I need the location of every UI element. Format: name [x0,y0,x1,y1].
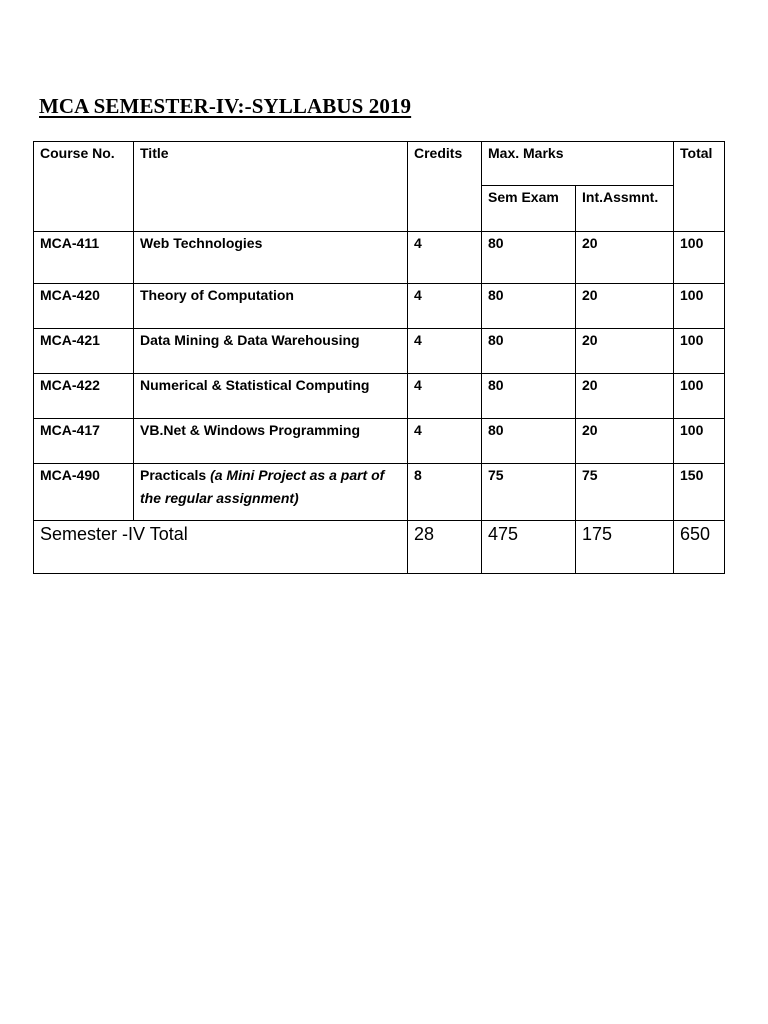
int-assmnt-cell: 20 [576,374,674,419]
int-assmnt-cell: 20 [576,329,674,374]
header-total: Total [674,142,725,232]
credits-cell: 8 [408,464,482,521]
sem-exam-cell: 80 [482,329,576,374]
header-max-marks: Max. Marks [482,142,674,186]
total-sem-exam-cell: 475 [482,521,576,574]
course-title-cell: Data Mining & Data Warehousing [134,329,408,374]
int-assmnt-cell: 20 [576,419,674,464]
total-cell: 100 [674,284,725,329]
semester-total-row [34,521,725,574]
table-row [34,374,725,419]
credits-cell: 4 [408,374,482,419]
course-title-cell [134,464,408,521]
sem-exam-cell: 75 [482,464,576,521]
int-assmnt-cell: 20 [576,284,674,329]
sem-exam-cell: 80 [482,232,576,284]
credits-cell: 4 [408,329,482,374]
course-no-cell: MCA-422 [34,374,134,419]
table-row [34,284,725,329]
total-cell: 100 [674,374,725,419]
grand-total-cell: 650 [674,521,725,574]
total-credits-cell: 28 [408,521,482,574]
course-title-cell: Theory of Computation [134,284,408,329]
int-assmnt-cell: 75 [576,464,674,521]
total-int-assmnt-cell: 175 [576,521,674,574]
page-title: MCA SEMESTER-IV:-SYLLABUS 2019 [39,94,412,118]
header-title: Title [134,142,408,232]
total-cell: 100 [674,329,725,374]
credits-cell: 4 [408,232,482,284]
total-cell: 150 [674,464,725,521]
header-sem-exam: Sem Exam [482,186,576,232]
sem-exam-cell: 80 [482,419,576,464]
course-no-cell: MCA-417 [34,419,134,464]
course-title-note: (a Mini Project as a part of the regular assignment) [140,467,385,506]
syllabus-table [33,141,725,574]
course-title-cell: Numerical & Statistical Computing [134,374,408,419]
table-row [34,329,725,374]
semester-total-label: Semester -IV Total [34,521,408,574]
course-title-cell: Web Technologies [134,232,408,284]
table-header-row [34,142,725,186]
int-assmnt-cell: 20 [576,232,674,284]
sem-exam-cell: 80 [482,374,576,419]
course-title-text: Practicals [140,467,207,483]
course-title-cell: VB.Net & Windows Programming [134,419,408,464]
credits-cell: 4 [408,284,482,329]
sem-exam-cell: 80 [482,284,576,329]
total-cell: 100 [674,232,725,284]
credits-cell: 4 [408,419,482,464]
table-row [34,419,725,464]
course-no-cell: MCA-490 [34,464,134,521]
course-no-cell: MCA-420 [34,284,134,329]
table-row [34,232,725,284]
course-no-cell: MCA-421 [34,329,134,374]
table-row [34,464,725,521]
header-int-assmnt: Int.Assmnt. [576,186,674,232]
header-course-no: Course No. [34,142,134,232]
total-cell: 100 [674,419,725,464]
header-credits: Credits [408,142,482,232]
course-no-cell: MCA-411 [34,232,134,284]
